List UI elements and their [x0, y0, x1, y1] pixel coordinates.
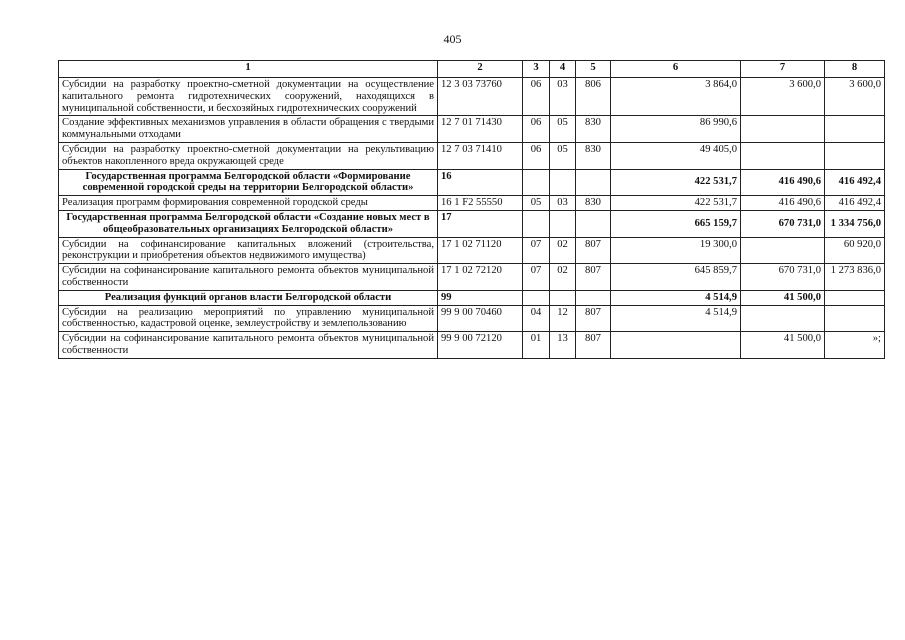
table-row — [59, 237, 885, 264]
program-row — [59, 169, 885, 196]
row-expense-type — [576, 290, 611, 305]
row-expense-type: 830 — [576, 196, 611, 211]
row-value-6: 422 531,7 — [611, 169, 741, 196]
program-name: Государственная программа Белгородской области «Формирование современной городской среды на территории Белгородской области» — [59, 169, 438, 196]
row-name: Субсидии на разработку проектно-сметной документации на рекультивацию объектов накопленного вреда окружающей среде — [59, 142, 438, 169]
table-row — [59, 116, 885, 143]
table-header — [59, 61, 885, 78]
row-value-8 — [825, 116, 885, 143]
row-expense-type: 830 — [576, 142, 611, 169]
row-value-8: 416 492,4 — [825, 196, 885, 211]
row-expense-type: 807 — [576, 305, 611, 332]
row-section: 01 — [523, 332, 550, 359]
header-col-1: 1 — [59, 61, 438, 78]
functions-row — [59, 290, 885, 305]
row-value-8 — [825, 142, 885, 169]
table-row — [59, 264, 885, 291]
row-value-7: 41 500,0 — [741, 332, 825, 359]
program-row — [59, 210, 885, 237]
row-value-7 — [741, 237, 825, 264]
row-subsection: 05 — [550, 142, 576, 169]
row-value-7 — [741, 116, 825, 143]
row-subsection: 03 — [550, 196, 576, 211]
row-section — [523, 169, 550, 196]
row-name: Субсидии на реализацию мероприятий по управлению муниципальной собственностью, кадастровой оценке, землеустройству и землепользованию — [59, 305, 438, 332]
row-value-6: 4 514,9 — [611, 305, 741, 332]
budget-table — [58, 60, 885, 359]
functions-name: Реализация функций органов власти Белгородской области — [59, 290, 438, 305]
header-col-2: 2 — [438, 61, 523, 78]
row-name: Реализация программ формирования современной городской среды — [59, 196, 438, 211]
row-value-7: 416 490,6 — [741, 169, 825, 196]
row-section: 06 — [523, 78, 550, 116]
row-code: 99 9 00 70460 — [438, 305, 523, 332]
row-value-6: 3 864,0 — [611, 78, 741, 116]
row-expense-type: 830 — [576, 116, 611, 143]
row-expense-type: 806 — [576, 78, 611, 116]
row-subsection: 13 — [550, 332, 576, 359]
row-code: 12 7 03 71410 — [438, 142, 523, 169]
row-value-6: 422 531,7 — [611, 196, 741, 211]
row-code: 17 1 02 71120 — [438, 237, 523, 264]
row-section — [523, 210, 550, 237]
row-name: Субсидии на софинансирование капитальных вложений (строительства, реконструкции и приобретения объектов недвижимого имущества) — [59, 237, 438, 264]
row-section: 06 — [523, 142, 550, 169]
row-code: 12 3 03 73760 — [438, 78, 523, 116]
row-code: 16 — [438, 169, 523, 196]
row-value-6: 86 990,6 — [611, 116, 741, 143]
row-expense-type: 807 — [576, 237, 611, 264]
row-code: 17 1 02 72120 — [438, 264, 523, 291]
row-value-8: 1 273 836,0 — [825, 264, 885, 291]
row-name: Субсидии на софинансирование капитального ремонта объектов муниципальной собственности — [59, 264, 438, 291]
row-value-7: 3 600,0 — [741, 78, 825, 116]
row-expense-type — [576, 169, 611, 196]
row-subsection — [550, 169, 576, 196]
row-expense-type — [576, 210, 611, 237]
row-subsection — [550, 290, 576, 305]
row-code: 99 — [438, 290, 523, 305]
row-expense-type: 807 — [576, 332, 611, 359]
row-subsection: 03 — [550, 78, 576, 116]
row-subsection: 02 — [550, 264, 576, 291]
row-section: 06 — [523, 116, 550, 143]
program-name: Государственная программа Белгородской области «Создание новых мест в общеобразовательных организациях Белгородской области» — [59, 210, 438, 237]
row-value-8 — [825, 305, 885, 332]
row-value-6: 645 859,7 — [611, 264, 741, 291]
table-row — [59, 142, 885, 169]
row-value-6: 665 159,7 — [611, 210, 741, 237]
row-section: 05 — [523, 196, 550, 211]
header-col-4: 4 — [550, 61, 576, 78]
row-value-6 — [611, 332, 741, 359]
row-value-8: 3 600,0 — [825, 78, 885, 116]
header-col-7: 7 — [741, 61, 825, 78]
row-section — [523, 290, 550, 305]
row-subsection — [550, 210, 576, 237]
row-code: 99 9 00 72120 — [438, 332, 523, 359]
row-section: 04 — [523, 305, 550, 332]
row-value-6: 19 300,0 — [611, 237, 741, 264]
row-value-8: »; — [825, 332, 885, 359]
header-col-8: 8 — [825, 61, 885, 78]
row-section: 07 — [523, 237, 550, 264]
row-value-8: 416 492,4 — [825, 169, 885, 196]
row-value-8 — [825, 290, 885, 305]
row-value-8: 60 920,0 — [825, 237, 885, 264]
row-expense-type: 807 — [576, 264, 611, 291]
row-value-7: 670 731,0 — [741, 264, 825, 291]
row-value-7 — [741, 305, 825, 332]
row-code: 12 7 01 71430 — [438, 116, 523, 143]
header-col-5: 5 — [576, 61, 611, 78]
row-section: 07 — [523, 264, 550, 291]
header-row — [59, 61, 885, 78]
row-name: Субсидии на софинансирование капитального ремонта объектов муниципальной собственности — [59, 332, 438, 359]
row-name: Субсидии на разработку проектно-сметной документации на осуществление капитального ремонта гидротехнических сооружений, находящихся в муниципальной собственности, и бесхозяйных гидротехнических сооружений — [59, 78, 438, 116]
row-value-6: 49 405,0 — [611, 142, 741, 169]
row-value-8: 1 334 756,0 — [825, 210, 885, 237]
row-value-7: 41 500,0 — [741, 290, 825, 305]
header-col-3: 3 — [523, 61, 550, 78]
row-subsection: 12 — [550, 305, 576, 332]
row-code: 17 — [438, 210, 523, 237]
table-body — [59, 78, 885, 359]
table-row — [59, 196, 885, 211]
row-subsection: 05 — [550, 116, 576, 143]
header-col-6: 6 — [611, 61, 741, 78]
row-subsection: 02 — [550, 237, 576, 264]
table-row — [59, 78, 885, 116]
row-value-6: 4 514,9 — [611, 290, 741, 305]
table-row — [59, 305, 885, 332]
row-code: 16 1 F2 55550 — [438, 196, 523, 211]
page-number: 405 — [443, 32, 462, 46]
row-value-7: 670 731,0 — [741, 210, 825, 237]
table-row — [59, 332, 885, 359]
row-name: Создание эффективных механизмов управления в области обращения с твердыми коммунальными отходами — [59, 116, 438, 143]
row-value-7: 416 490,6 — [741, 196, 825, 211]
row-value-7 — [741, 142, 825, 169]
